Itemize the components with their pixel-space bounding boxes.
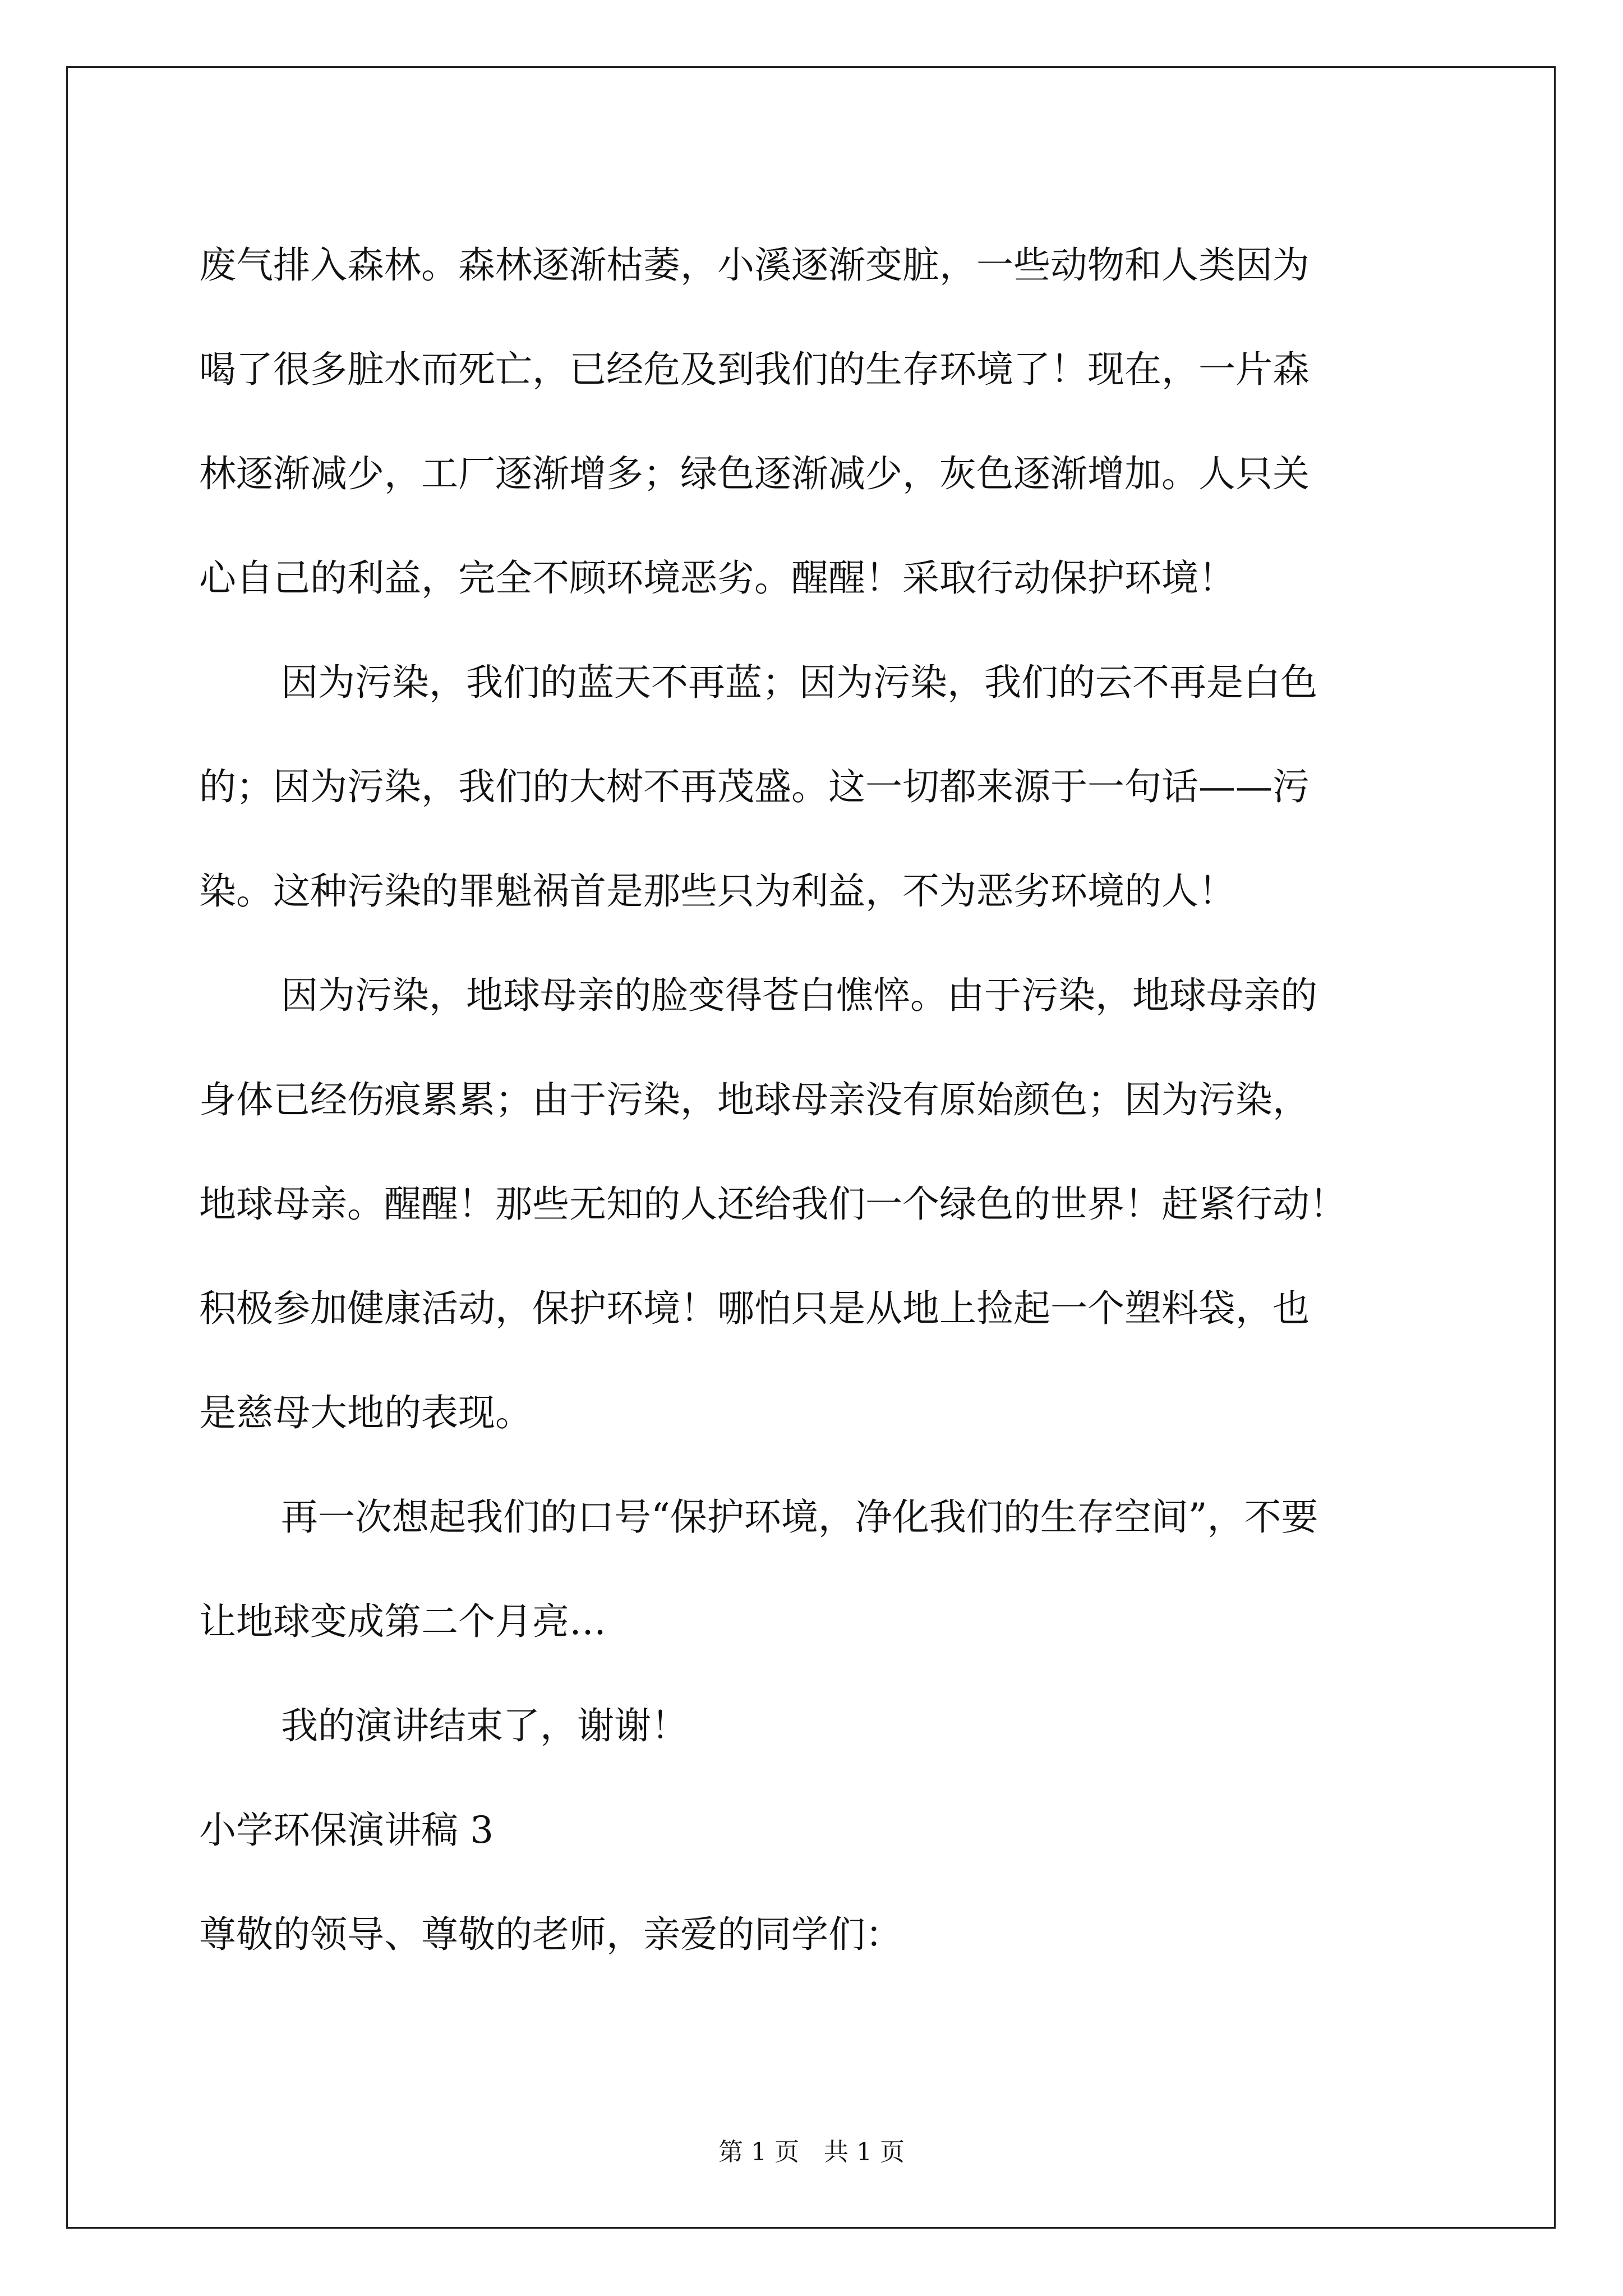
closing-line: 我的演讲结束了，谢谢！ [281, 1704, 688, 1747]
text-line: 的；因为污染，我们的大树不再茂盛。这一切都来源于一句话——污 [199, 765, 1310, 808]
text-line: 废气排入森林。森林逐渐枯萎，小溪逐渐变脏，一些动物和人类因为 [199, 243, 1310, 287]
text-line: 地球母亲。醒醒！那些无知的人还给我们一个绿色的世界！赶紧行动！ [199, 1182, 1347, 1226]
text-line: 染。这种污染的罪魁祸首是那些只为利益，不为恶劣环境的人！ [199, 869, 1235, 913]
text-line: 身体已经伤痕累累；由于污染，地球母亲没有原始颜色；因为污染， [199, 1078, 1310, 1121]
paragraph-first-line: 因为污染，我们的蓝天不再蓝；因为污染，我们的云不再是白色 [281, 661, 1317, 704]
text-line: 让地球变成第二个月亮… [199, 1600, 606, 1643]
page-footer: 第 1 页 共 1 页 [718, 2138, 905, 2166]
text-line: 心自己的利益，完全不顾环境恶劣。醒醒！采取行动保护环境！ [199, 556, 1235, 600]
text-line: 喝了很多脏水而死亡，已经危及到我们的生存环境了！现在，一片森 [199, 348, 1310, 391]
text-line: 积极参加健康活动，保护环境！哪怕只是从地上捡起一个塑料袋，也 [199, 1287, 1310, 1330]
salutation: 尊敬的领导、尊敬的老师，亲爱的同学们： [199, 1913, 902, 1956]
paragraph-first-line: 因为污染，地球母亲的脸变得苍白憔悴。由于污染，地球母亲的 [281, 974, 1317, 1017]
text-line: 是慈母大地的表现。 [199, 1391, 532, 1434]
paragraph-first-line: 再一次想起我们的口号“保护环境，净化我们的生存空间”，不要 [281, 1496, 1318, 1539]
section-heading: 小学环保演讲稿 3 [199, 1809, 494, 1852]
text-line: 林逐渐减少，工厂逐渐增多；绿色逐渐减少，灰色逐渐增加。人只关 [199, 452, 1310, 495]
document-body [199, 213, 1433, 1987]
